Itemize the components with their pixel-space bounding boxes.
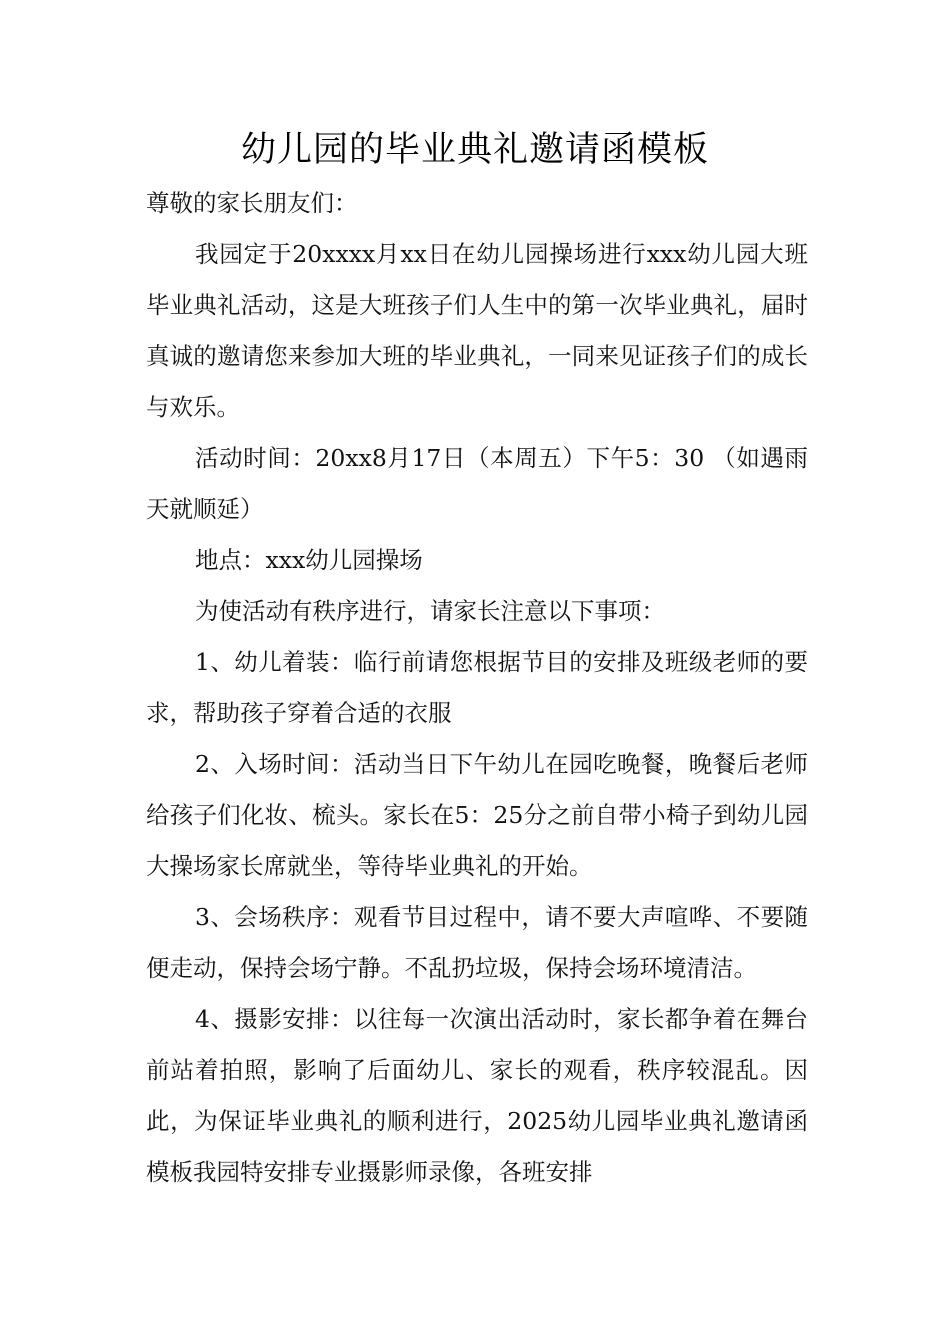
salutation: 尊敬的家长朋友们： <box>146 189 358 217</box>
paragraph-item-photography: 4、摄影安排：以往每一次演出活动时，家长都争着在舞台前站着拍照，影响了后面幼儿、家长的观看，秩序较混乱。因此，为保证毕业典礼的顺利进行，2025幼儿园毕业典礼邀请函模板我园特安排专业摄影师录像，各班安排 <box>146 1005 808 1186</box>
paragraph-invitation: 我园定于20xxxx月xx日在幼儿园操场进行xxx幼儿园大班毕业典礼活动，这是大班孩子们人生中的第一次毕业典礼，届时真诚的邀请您来参加大班的毕业典礼，一同来见证孩子们的成长与欢乐。 <box>146 240 808 421</box>
paragraph-item-attire: 1、幼儿着装：临行前请您根据节目的安排及班级老师的要求，帮助孩子穿着合适的衣服 <box>146 648 808 727</box>
paragraph-item-order: 3、会场秩序：观看节目过程中，请不要大声喧哗、不要随便走动，保持会场宁静。不乱扔垃圾，保持会场环境清洁。 <box>146 903 808 982</box>
paragraph-event-time: 活动时间：20xx8月17日（本周五）下午5：30 （如遇雨天就顺延） <box>146 444 808 523</box>
paragraph-item-entry-time: 2、入场时间：活动当日下午幼儿在园吃晚餐，晚餐后老师给孩子们化妆、梳头。家长在5：25分之前自带小椅子到幼儿园大操场家长席就坐，等待毕业典礼的开始。 <box>146 750 808 880</box>
paragraph-notice-intro: 为使活动有秩序进行，请家长注意以下事项： <box>195 597 665 625</box>
document-body <box>146 178 808 1198</box>
document-title: 幼儿园的毕业典礼邀请函模板 <box>240 130 709 170</box>
paragraph-location: 地点：xxx幼儿园操场 <box>195 546 423 574</box>
